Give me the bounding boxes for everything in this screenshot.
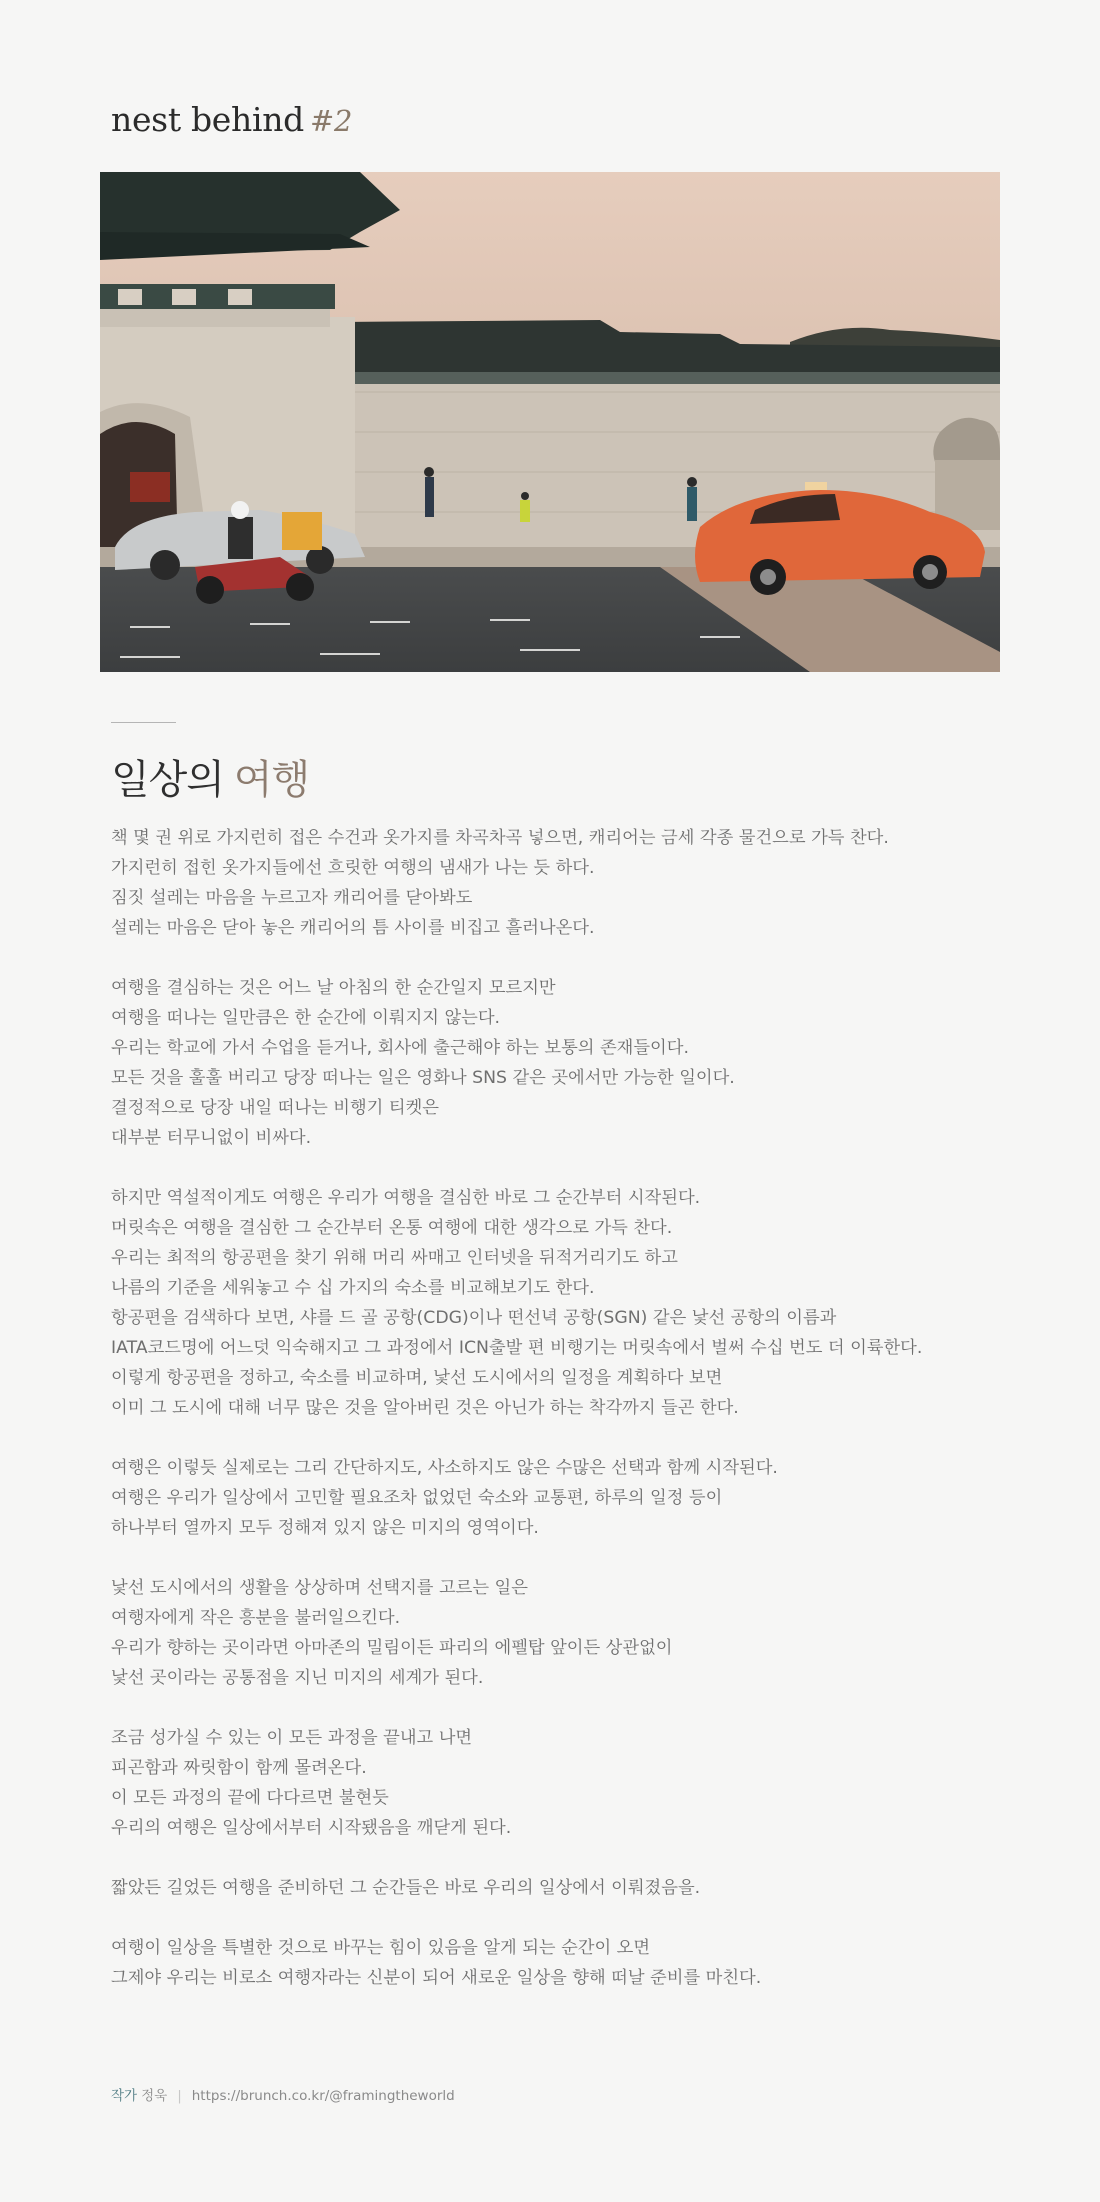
footer-separator: | <box>177 2088 182 2104</box>
article-line: 가지런히 접힌 옷가지들에선 흐릿한 여행의 냄새가 나는 듯 하다. <box>111 858 595 878</box>
article-line: 피곤함과 짜릿함이 함께 몰려온다. <box>111 1758 367 1778</box>
article-line: 낯선 도시에서의 생활을 상상하며 선택지를 고르는 일은 <box>111 1578 528 1598</box>
article-body <box>111 823 991 2023</box>
article-line: 결정적으로 당장 내일 떠나는 비행기 티켓은 <box>111 1098 439 1118</box>
article-line: 설레는 마음은 닫아 놓은 캐리어의 틈 사이를 비집고 흘러나온다. <box>111 918 595 938</box>
article-line: 나름의 기준을 세워놓고 수 십 가지의 숙소를 비교해보기도 한다. <box>111 1278 595 1298</box>
article-line: 여행은 우리가 일상에서 고민할 필요조차 없었던 숙소와 교통편, 하루의 일정 등이 <box>111 1488 723 1508</box>
palace-street-illustration <box>100 172 1000 672</box>
hero-photo <box>100 172 1000 672</box>
article-paragraph <box>111 1573 991 1693</box>
article-line: 여행이 일상을 특별한 것으로 바꾸는 힘이 있음을 알게 되는 순간이 오면 <box>111 1938 651 1958</box>
article-paragraph <box>111 1723 991 1843</box>
article-line: 조금 성가실 수 있는 이 모든 과정을 끝내고 나면 <box>111 1728 473 1748</box>
article-line: 우리가 향하는 곳이라면 아마존의 밀림이든 파리의 에펠탑 앞이든 상관없이 <box>111 1638 673 1658</box>
section-divider <box>111 722 176 723</box>
article-paragraph <box>111 973 991 1153</box>
article-line: 이미 그 도시에 대해 너무 많은 것을 알아버린 것은 아닌가 하는 착각까지 들곤 한다. <box>111 1398 739 1418</box>
article-line: 책 몇 권 위로 가지런히 접은 수건과 옷가지를 차곡차곡 넣으면, 캐리어는 금세 각종 물건으로 가득 찬다. <box>111 828 889 848</box>
issue-number: #2 <box>310 104 353 138</box>
article-line: 우리는 학교에 가서 수업을 듣거나, 회사에 출근해야 하는 보통의 존재들이다. <box>111 1038 689 1058</box>
author-name[interactable]: 정욱 <box>141 2088 168 2104</box>
article-paragraph <box>111 1933 991 1993</box>
article-title-main: 일상의 <box>111 757 224 803</box>
article-paragraph <box>111 823 991 943</box>
article-title <box>111 748 309 805</box>
article-line: 짧았든 길었든 여행을 준비하던 그 순간들은 바로 우리의 일상에서 이뤄졌음을. <box>111 1878 701 1898</box>
article-paragraph <box>111 1873 991 1903</box>
publication-title[interactable] <box>111 100 352 139</box>
article-line: 여행을 결심하는 것은 어느 날 아침의 한 순간일지 모르지만 <box>111 978 556 998</box>
publication-name: nest behind <box>111 100 305 139</box>
author-footer <box>111 2084 455 2104</box>
article-line: 낯선 곳이라는 공통점을 지닌 미지의 세계가 된다. <box>111 1668 484 1688</box>
article-line: 머릿속은 여행을 결심한 그 순간부터 온통 여행에 대한 생각으로 가득 찬다. <box>111 1218 673 1238</box>
article-line: 그제야 우리는 비로소 여행자라는 신분이 되어 새로운 일상을 향해 떠날 준비를 마친다. <box>111 1968 762 1988</box>
article-line: 여행자에게 작은 흥분을 불러일으킨다. <box>111 1608 401 1628</box>
article-line: 여행은 이렇듯 실제로는 그리 간단하지도, 사소하지도 않은 수많은 선택과 함께 시작된다. <box>111 1458 778 1478</box>
article-line: 하나부터 열까지 모두 정해져 있지 않은 미지의 영역이다. <box>111 1518 539 1538</box>
article-line: 짐짓 설레는 마음을 누르고자 캐리어를 닫아봐도 <box>111 888 473 908</box>
article-line: IATA코드명에 어느덧 익숙해지고 그 과정에서 ICN출발 편 비행기는 머릿속에서 벌써 수십 번도 더 이륙한다. <box>111 1338 923 1358</box>
article-paragraph <box>111 1453 991 1543</box>
article-line: 항공편을 검색하다 보면, 샤를 드 골 공항(CDG)이나 떤선녁 공항(SGN) 같은 낯선 공항의 이름과 <box>111 1308 837 1328</box>
author-link[interactable]: https://brunch.co.kr/@framingtheworld <box>191 2088 455 2104</box>
article-line: 모든 것을 훌훌 버리고 당장 떠나는 일은 영화나 SNS 같은 곳에서만 가능한 일이다. <box>111 1068 735 1088</box>
article-line: 우리는 최적의 항공편을 찾기 위해 머리 싸매고 인터넷을 뒤적거리기도 하고 <box>111 1248 678 1268</box>
article-line: 하지만 역설적이게도 여행은 우리가 여행을 결심한 바로 그 순간부터 시작된다. <box>111 1188 701 1208</box>
author-role: 작가 <box>111 2088 138 2104</box>
article-title-accent: 여행 <box>233 757 310 803</box>
article-paragraph <box>111 1183 991 1423</box>
article-line: 대부분 터무니없이 비싸다. <box>111 1128 312 1148</box>
article-line: 이 모든 과정의 끝에 다다르면 불현듯 <box>111 1788 389 1808</box>
article-line: 이렇게 항공편을 정하고, 숙소를 비교하며, 낯선 도시에서의 일정을 계획하다 보면 <box>111 1368 723 1388</box>
article-line: 우리의 여행은 일상에서부터 시작됐음을 깨닫게 된다. <box>111 1818 512 1838</box>
article-line: 여행을 떠나는 일만큼은 한 순간에 이뤄지지 않는다. <box>111 1008 501 1028</box>
